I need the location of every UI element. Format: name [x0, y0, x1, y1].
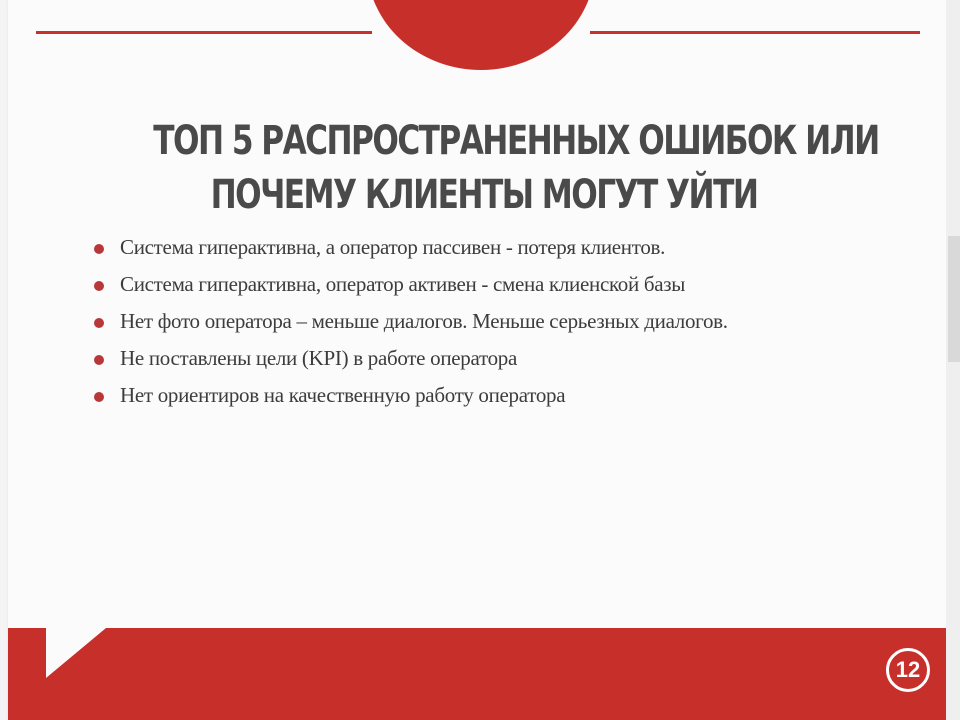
page-number-badge: 12 [886, 648, 930, 692]
bullet-dot-icon [94, 392, 104, 402]
bullet-text: Система гиперактивна, а оператор пассивен - потеря клиентов. [120, 235, 666, 259]
bullet-item [94, 347, 834, 370]
bullet-item [94, 384, 834, 407]
bullet-dot-icon [94, 281, 104, 291]
speech-bubble-tail [46, 628, 106, 678]
bullet-dot-icon [94, 244, 104, 254]
bottom-red-band [8, 628, 946, 720]
bullet-item [94, 273, 834, 296]
title-line-1: ТОП 5 РАСПРОСТРАНЕННЫХ ОШИБОК ИЛИ [153, 118, 879, 164]
top-decor-line-right [590, 31, 920, 34]
bullet-text: Нет ориентиров на качественную работу оператора [120, 383, 566, 407]
bullet-text: Нет фото оператора – меньше диалогов. Меньше серьезных диалогов. [120, 309, 728, 333]
slide-title [153, 114, 879, 222]
bullet-text: Система гиперактивна, оператор активен - смена клиенской базы [120, 272, 686, 296]
bullet-text: Не поставлены цели (KPI) в работе оператора [120, 346, 518, 370]
right-scroll-strip [946, 0, 960, 720]
title-line-2: ПОЧЕМУ КЛИЕНТЫ МОГУТ УЙТИ [210, 172, 758, 218]
bullet-item [94, 236, 834, 259]
bullet-dot-icon [94, 355, 104, 365]
bullet-dot-icon [94, 318, 104, 328]
top-decor-line-left [36, 31, 372, 34]
strip-notch [948, 236, 960, 362]
bullet-list [94, 236, 834, 421]
band-edge [8, 628, 48, 630]
bullet-item [94, 310, 834, 333]
